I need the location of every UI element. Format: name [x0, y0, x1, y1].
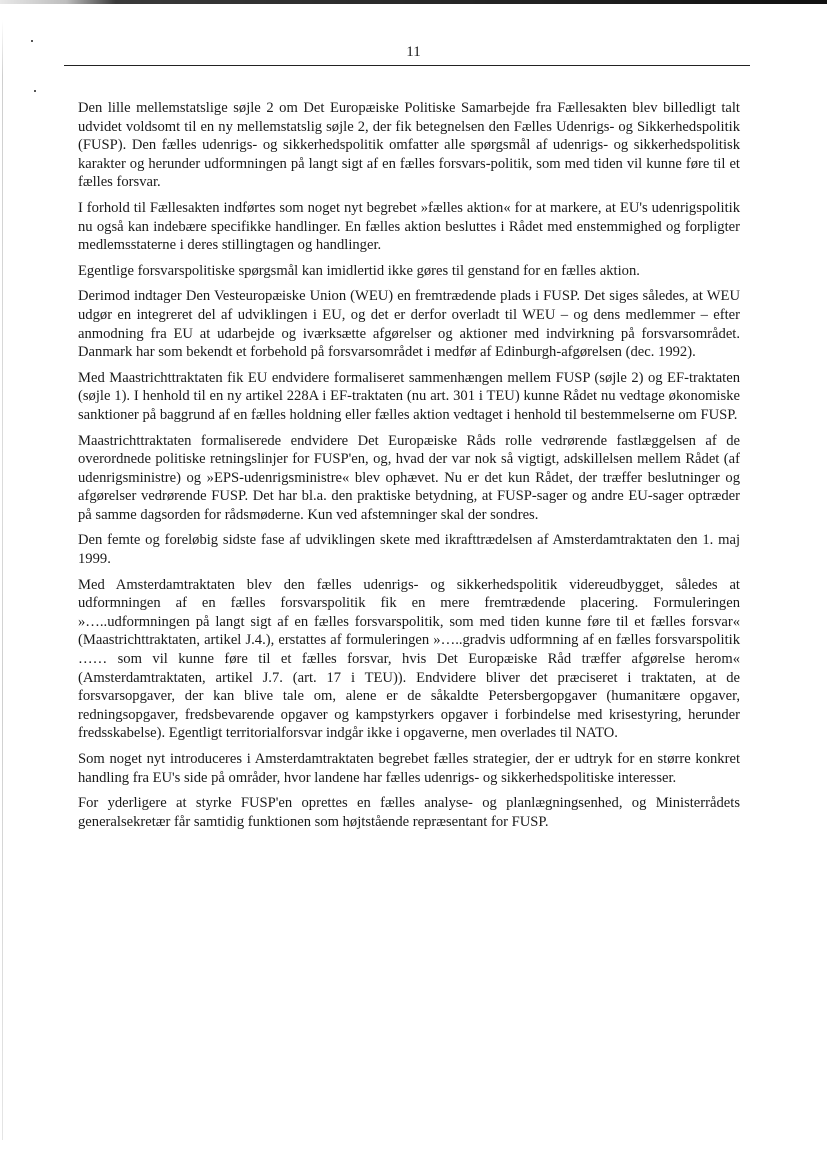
scan-edge-top	[0, 0, 827, 4]
paragraph: For yderligere at styrke FUSP'en oprettes en fælles analyse- og planlægningsenhed, og Ministerrådets generalsekretær får samtidig funktionen som højtstående repræsentant for FUSP.	[78, 795, 740, 830]
scan-edge-left	[2, 20, 3, 1140]
paragraph: Med Maastrichttraktaten fik EU endvidere formaliseret sammenhængen mellem FUSP (søjle 2) og EF-traktaten (søjle 1). I henhold til en ny artikel 228A i EF-traktaten (nu art. 301 i TEU) kunne Rådet nu vedtage økonomiske sanktioner på baggrund af en fælles holdning eller fælles aktion vedtaget i henhold til bestemmelserne om FUSP.	[78, 369, 740, 423]
page-number: 11	[406, 44, 421, 60]
header-rule	[64, 65, 750, 66]
paragraph: Som noget nyt introduceres i Amsterdamtraktaten begrebet fælles strategier, der er udtryk for en større konkret handling fra EU's side på områder, hvor landene har fælles udenrigs- og sikkerhedspolitiske interesser.	[78, 751, 740, 786]
paragraph: Maastrichttraktaten formaliserede endvidere Det Europæiske Råds rolle vedrørende fastlæggelsen af de overordnede politiske retningslinjer for FUSP'en, og, hvad der var nok så vigtigt, adskillelsen mellem Rådet (af udenrigsministre) og »EPS-udenrigsministre« blev ophævet. Nu er det kun Rådet, der træffer beslutninger og afgørelser vedrørende FUSP. Det har bl.a. den praktiske betydning, at FUSP-sager og andre EU-sager optræder på samme dagsorden for rådsmøderne. Kun ved afstemninger skal der sondres.	[78, 432, 740, 523]
paragraph: Derimod indtager Den Vesteuropæiske Union (WEU) en fremtrædende plads i FUSP. Det siges således, at WEU udgør en integreret del af udviklingen i EU, og det er derfor overladt til WEU – og dens medlemmer – efter anmodning fra EU at udarbejde og iværksætte afgørelser og aktioner med indvirkning på forsvarsområdet. Danmark har som bekendt et forbehold på forsvarsområdet i medfør af Edinburgh-afgørelsen (dec. 1992).	[78, 288, 740, 361]
scan-speck	[34, 90, 36, 92]
paragraph: Den lille mellemstatslige søjle 2 om Det Europæiske Politiske Samarbejde fra Fællesakten blev billedligt talt udvidet voldsomt til en ny mellemstatslig søjle 2, der fik betegnelsen den Fælles Udenrigs- og Sikkerhedspolitik (FUSP). Den fælles udenrigs- og sikkerhedspolitik omfatter alle spørgsmål af udenrigs- og sikkerhedspolitisk karakter og herunder udformningen på langt sigt af en fælles forsvars-politik, som med tiden vil kunne føre til et fælles forsvar.	[78, 100, 740, 191]
scan-speck	[31, 40, 33, 42]
paragraph: Egentlige forsvarspolitiske spørgsmål kan imidlertid ikke gøres til genstand for en fælles aktion.	[78, 262, 640, 279]
paragraph: Den femte og foreløbig sidste fase af udviklingen skete med ikrafttrædelsen af Amsterdamtraktaten den 1. maj 1999.	[78, 532, 740, 568]
paragraph: I forhold til Fællesakten indførtes som noget nyt begrebet »fælles aktion« for at markere, at EU's udenrigspolitik nu også kan indebære specifikke handlinger. En fælles aktion besluttes i Rådet med enstemmighed og forpligter medlemsstaterne i deres stillingtagen og handlinger.	[78, 199, 740, 254]
paragraph: Med Amsterdamtraktaten blev den fælles udenrigs- og sikkerhedspolitik videreudbygget, således at udformningen af en fælles forsvarspolitik fik en mere fremtrædende placering. Formuleringen »…..udformningen på langt sigt af en fælles forsvarspolitik, som med tiden kunne føre til et fælles forsvar« (Maastrichttraktaten, artikel J.4.), erstattes af formuleringen »…..gradvis udformning af en fælles forsvarspolitik …… som vil kunne føre til et fælles forsvar, hvis Det Europæiske Råd træffer afgørelse herom« (Amsterdamtraktaten, artikel J.7. (art. 17 i TEU)). Endvidere bliver det præciseret i traktaten, at de forsvarsopgaver, der kan blive tale om, alene er de såkaldte Petersbergopgaver (humanitære opgaver, redningsopgaver, fredsbevarende opgaver og kampstyrkers opgaver i forbindelse med krisestyring, herunder fredsskabelse). Egentligt territorialforsvar indgår ikke i opgaverne, men overlades til NATO.	[78, 576, 740, 742]
page-body	[78, 99, 740, 838]
